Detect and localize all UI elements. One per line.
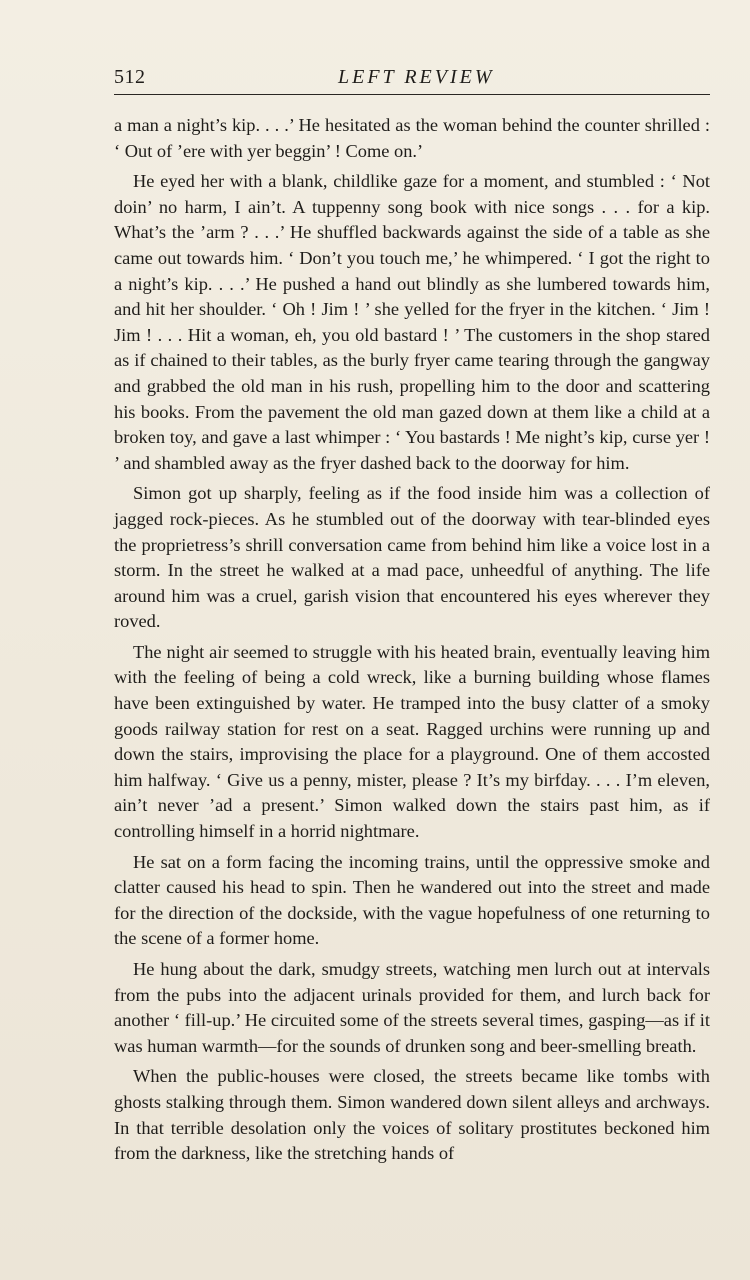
paragraph-6: He hung about the dark, smudgy streets, watching men lurch out at intervals from the pubs into the adjacent urinals provided for them, and lurch back for another ‘ fill-up.’ He circuited some of the streets several times, gasping—as if it was human warmth—for the sounds of drunken song and beer-smelling breath. [114, 959, 710, 1056]
page-number: 512 [114, 66, 146, 88]
paragraph-1: a man a night’s kip. . . .’ He hesitated as the woman behind the counter shrilled : ‘ Out of ’ere with yer beggin’ ! Come on.’ [114, 115, 710, 161]
paragraph-7: When the public-houses were closed, the streets became like tombs with ghosts stalking through them. Simon wandered down silent alleys and archways. In that terrible desolation only the voices of solitary prostitutes beckoned him from the darkness, like the stretching hands of [114, 1066, 710, 1164]
paragraph-2: He eyed her with a blank, childlike gaze for a moment, and stumbled : ‘ Not doin’ no harm, I ain’t. A tuppenny song book with nice songs . . . for a kip. What’s the ’arm ? . . .’ He shuffled backwards against the side of a table as she came out towards him. ‘ Don’t you touch me,’ he whimpered. ‘ I got the right to a night’s kip. . . .’ He pushed a hand out blindly as she lumbered towards him, and hit her shoulder. ‘ Oh ! Jim ! ’ she yelled for the fryer in the kitchen. ‘ Jim ! Jim ! . . . Hit a woman, eh, you old bastard ! ’ The customers in the shop stared as if chained to their tables, as the burly fryer came tearing through the gangway and grabbed the old man in his rush, propelling him to the door and scattering his books. From the pavement the old man gazed down at them like a child at a broken toy, and gave a last whimper : ‘ You bastards ! Me night’s kip, curse yer ! ’ and shambled away as the fryer dashed back to the doorway for him. [114, 171, 710, 473]
running-head: LEFT REVIEW [338, 66, 495, 88]
paragraph-3: Simon got up sharply, feeling as if the food inside him was a collection of jagged rock-pieces. As he stumbled out of the doorway with tear-blinded eyes the proprietress’s shrill conversation came from behind him like a voice lost in a storm. In the street he walked at a mad pace, unheedful of anything. The life around him was a cruel, garish vision that encountered his eyes wherever they roved. [114, 483, 710, 632]
page-header [114, 66, 710, 95]
paragraph-5: He sat on a form facing the incoming trains, until the oppressive smoke and clatter caused his head to spin. Then he wandered out into the street and made for the direction of the dockside, with the vague hopefulness of one returning to the scene of a former home. [114, 851, 710, 949]
body-text [114, 113, 710, 1172]
paragraph-4: The night air seemed to struggle with his heated brain, eventually leaving him with the feeling of being a cold wreck, like a burning building whose flames have been extinguished by water. He tramped into the busy clatter of a smoky goods railway station for rest on a seat. Ragged urchins were running up and down the stairs, improvising the place for a playground. One of them accosted him halfway. ‘ Give us a penny, mister, please ? It’s my birfday. . . . I’m eleven, ain’t never ’ad a present.’ Simon walked down the stairs past him, as if controlling himself in a horrid nightmare. [114, 641, 710, 842]
